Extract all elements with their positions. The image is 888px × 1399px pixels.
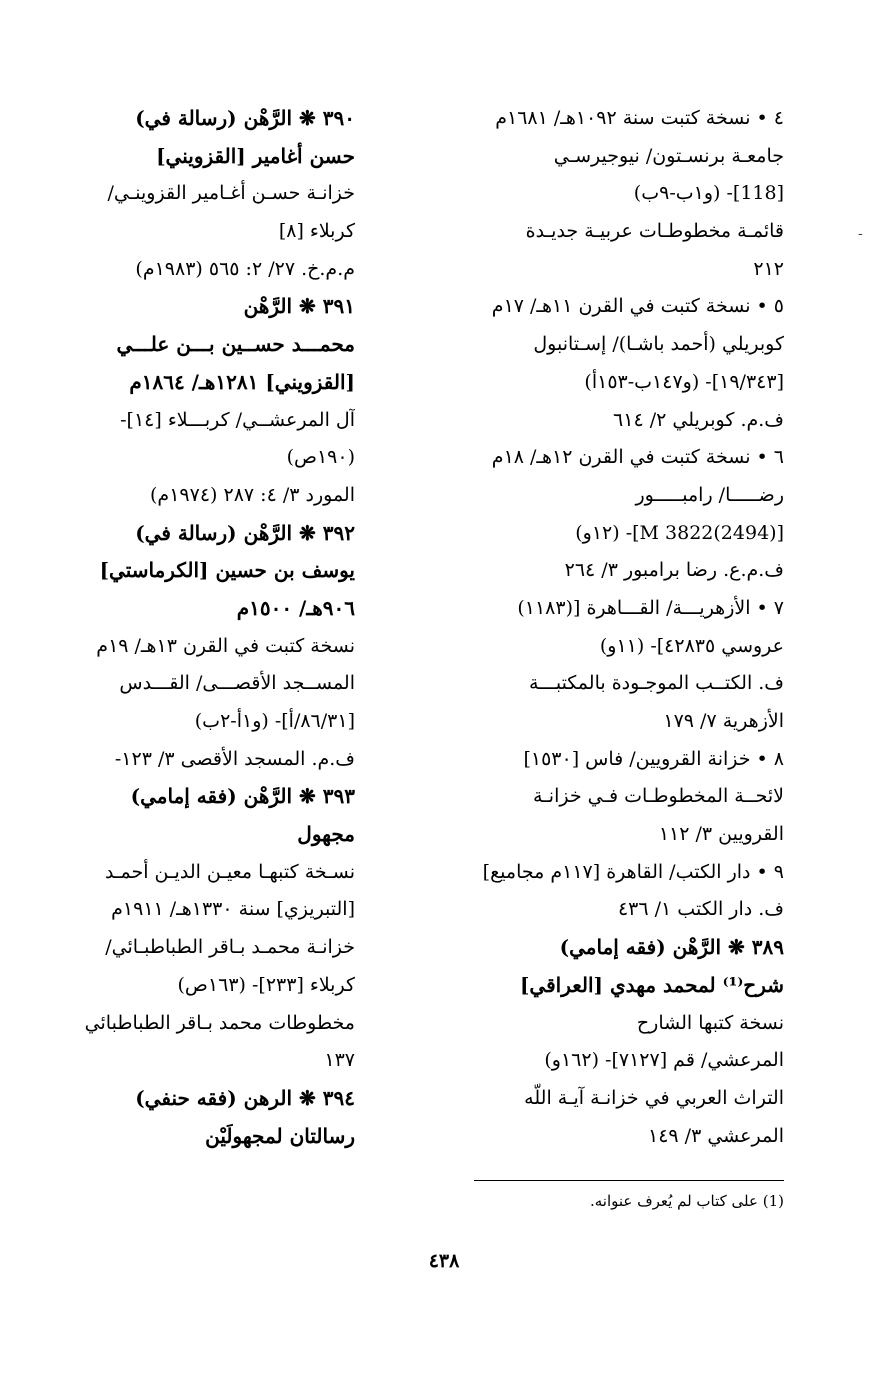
entry-text-line: المســجد الأقصـــى/ القـــدس — [119, 672, 355, 695]
entry-text-line: ٨ • خزانة القرويين/ فاس [١٥٣٠] — [523, 747, 784, 770]
entry-text-line: [118]- (و١ب-٩ب) — [633, 182, 784, 205]
entry-heading-line: ٣٩٤ ❋ الرهن (فقه حنفي) — [135, 1085, 355, 1110]
entry-text-line: عروسي ٤٢٨٣٥]- (١١و) — [599, 634, 784, 657]
entry-heading-line: محمـــد حســين بـــن علـــي — [116, 332, 355, 357]
footnote-divider — [474, 1180, 784, 1181]
entry-text-line: خزانـة حسـن أغـامير القزوينـي/ — [107, 182, 355, 205]
margin-mark: - — [858, 226, 863, 242]
page-number: ٤٣٨ — [428, 1250, 460, 1272]
entry-text-line: كوبريلي (أحمد باشـا)/ إسـتانبول — [533, 333, 784, 356]
entry-text-line: كربلاء [٨] — [278, 220, 355, 243]
entry-text-line: التراث العربي في خزانـة آيـة اللّه — [524, 1086, 784, 1109]
entry-text-line: كربلاء [٢٣٣]- (١٦٣ص) — [177, 973, 355, 996]
entry-text-line: ٩ • دار الكتب/ القاهرة [١١٧م مجاميع] — [482, 860, 784, 883]
entry-heading-line: ٣٩١ ❋ الرَّهْن — [243, 294, 355, 319]
entry-heading-line: رسالتان لمجهولَيْن — [205, 1123, 355, 1148]
entry-heading-line: ٣٩٣ ❋ الرَّهْن (فقه إمامي) — [130, 784, 355, 809]
entry-text-line: ٤ • نسخة كتبت سنة ١٠٩٢هـ/ ١٦٨١م — [495, 107, 784, 129]
entry-text-line: [التبريزي] سنة ١٣٣٠هـ/ ١٩١١م — [111, 898, 355, 921]
entry-text-line: م.م.خ. ٢٧/ ٢: ٥٦٥ (١٩٨٣م) — [135, 257, 355, 280]
entry-text-line: ف.م. المسجد الأقصى ٣/ ١٢٣- — [114, 747, 355, 770]
footnote: (1) على كتاب لم يُعرف عنوانه. — [589, 1192, 784, 1210]
entry-text-line: المرعشي/ قم [٧١٢٧]- (١٦٢و) — [544, 1049, 784, 1072]
entry-text-line: ١٣٧ — [324, 1049, 355, 1072]
entry-heading-line: شرح⁽¹⁾ لمحمد مهدي [العراقي] — [519, 972, 784, 997]
entry-text-line: مخطوطات محمد بـاقر الطباطبائي — [84, 1011, 355, 1034]
entry-heading-line: يوسف بن حسين [الكرماستي] — [99, 558, 355, 583]
entry-text-line: ف.م. كوبريلي ٢/ ٦١٤ — [613, 408, 784, 431]
entry-text-line: خزانـة محمـد بـاقر الطباطبـائي/ — [105, 936, 355, 959]
entry-text-line: ٥ • نسخة كتبت في القرن ١١هـ/ ١٧م — [491, 295, 784, 318]
entry-heading-line: مجهول — [297, 822, 355, 847]
entry-text-line: (١٩٠ص) — [286, 446, 355, 469]
entry-heading-line: حسن أغامير [القزويني] — [156, 143, 355, 168]
entry-text-line: [M 3822(2494)]- (١٢و) — [575, 521, 784, 544]
entry-text-line: ٧ • الأزهريـــة/ القـــاهرة [(١١٨٣) — [517, 596, 784, 619]
entry-heading-line: ٣٨٩ ❋ الرَّهْن (فقه إمامي) — [559, 935, 784, 960]
entry-text-line: [١٩/٣٤٣]- (و١٤٧ب-١٥٣أ) — [584, 370, 784, 393]
entry-text-line: نسخة كتبها الشارح — [636, 1011, 784, 1034]
entry-text-line: المورد ٣/ ٤: ٢٨٧ (١٩٧٤م) — [150, 483, 355, 506]
entry-text-line: ف. دار الكتب ١/ ٤٣٦ — [617, 898, 784, 921]
entry-heading-line: ٣٩٠ ❋ الرَّهْن (رسالة في) — [135, 106, 355, 130]
entry-text-line: آل المرعشــي/ كربـــلاء [١٤]- — [120, 408, 355, 431]
entry-text-line: نسخة كتبت في القرن ١٣هـ/ ١٩م — [96, 634, 355, 657]
entry-text-line: [٨٦/٣١/أ]- (و١أ-٢ب) — [194, 710, 355, 732]
entry-heading-line: ٣٩٢ ❋ الرَّهْن (رسالة في) — [135, 520, 355, 545]
entry-text-line: القرويين ٣/ ١١٢ — [658, 823, 784, 846]
entry-text-line: قائمـة مخطوطـات عربيـة جديـدة — [525, 220, 784, 243]
entry-heading-line: [القزويني] ١٢٨١هـ/ ١٨٦٤م — [129, 369, 355, 394]
entry-text-line: نسـخة كتبهـا معيـن الديـن أحمـد — [104, 860, 355, 883]
entry-text-line: الأزهرية ٧/ ١٧٩ — [663, 710, 784, 732]
entry-text-line: رضـــــا/ رامبـــــور — [635, 483, 784, 506]
left-column — [35, 100, 355, 1155]
entry-text-line: المرعشي ٣/ ١٤٩ — [648, 1124, 784, 1147]
entry-text-line: ٢١٢ — [753, 257, 784, 280]
entry-text-line: ٦ • نسخة كتبت في القرن ١٢هـ/ ١٨م — [491, 446, 784, 469]
entry-text-line: ف. الكتــب الموجـودة بالمكتبـــة — [528, 672, 784, 695]
entry-text-line: لائحــة المخطوطـات فـي خزانـة — [533, 785, 784, 808]
right-column — [429, 100, 784, 1155]
entry-text-line: جامعـة برنسـتون/ نيوجيرسـي — [553, 144, 784, 167]
entry-text-line: ف.م.ع. رضا برامبور ٣/ ٢٦٤ — [564, 559, 784, 582]
entry-heading-line: ٩٠٦هـ/ ١٥٠٠م — [236, 595, 355, 620]
